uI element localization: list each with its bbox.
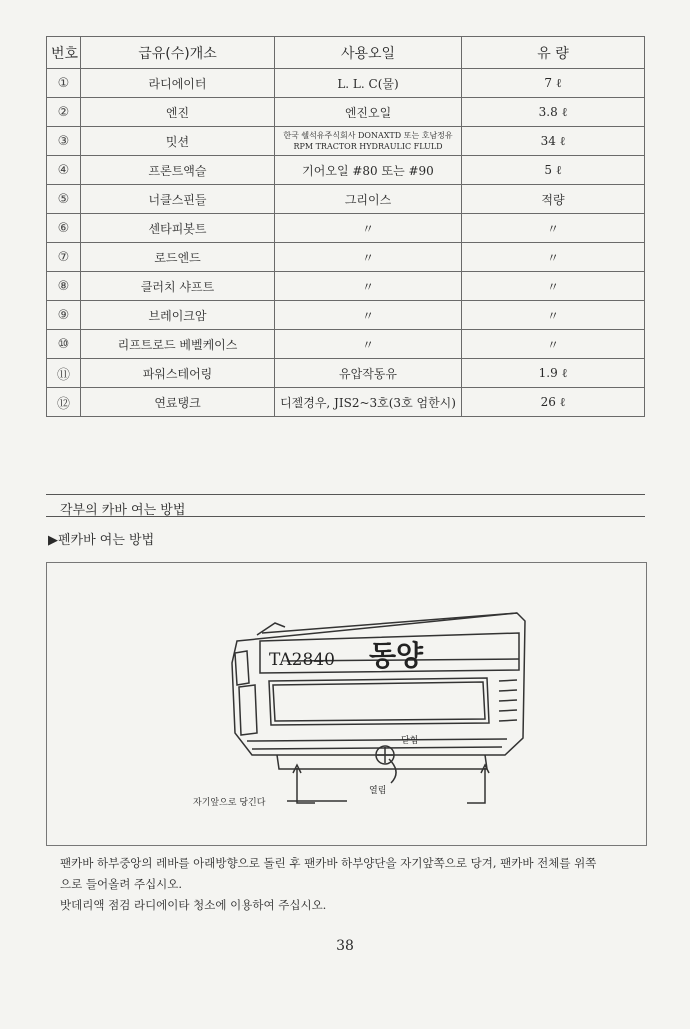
row-number: ⑤ — [47, 185, 81, 214]
row-quantity: 26 ℓ — [462, 388, 645, 417]
row-quantity: 〃 — [462, 243, 645, 272]
row-oil: 〃 — [275, 301, 462, 330]
row-quantity: 적량 — [462, 185, 645, 214]
row-place: 밋션 — [81, 127, 275, 156]
row-oil: 〃 — [275, 214, 462, 243]
row-place: 너클스핀들 — [81, 185, 275, 214]
row-oil: 기어오일 #80 또는 #90 — [275, 156, 462, 185]
table-row — [47, 330, 645, 359]
table-row — [47, 301, 645, 330]
row-quantity: 〃 — [462, 214, 645, 243]
row-place: 브레이크암 — [81, 301, 275, 330]
table-row — [47, 272, 645, 301]
model-label: TA2840 — [269, 650, 335, 670]
row-number: ⑨ — [47, 301, 81, 330]
row-quantity: 〃 — [462, 272, 645, 301]
row-place: 센타피봇트 — [81, 214, 275, 243]
row-number: ⑥ — [47, 214, 81, 243]
divider-bottom — [46, 516, 645, 517]
table-header-row — [47, 37, 645, 69]
table-row — [47, 359, 645, 388]
row-number: ⑦ — [47, 243, 81, 272]
row-oil: L. L. C(물) — [275, 69, 462, 98]
table-row — [47, 214, 645, 243]
row-oil: 〃 — [275, 243, 462, 272]
row-oil: 디젤경우, JIS2~3호(3호 엄한시) — [275, 388, 462, 417]
row-number: ③ — [47, 127, 81, 156]
header-quantity: 유 량 — [462, 37, 645, 69]
header-number: 번호 — [47, 37, 81, 69]
row-number: ① — [47, 69, 81, 98]
lubrication-table — [46, 36, 645, 417]
description-line: 팬카바 하부중앙의 레바를 아래방향으로 돌린 후 팬카바 하부양단을 자기앞쪽으로 당겨, 팬카바 전체를 위쪽 — [60, 856, 597, 870]
row-quantity: 34 ℓ — [462, 127, 645, 156]
description — [60, 853, 650, 916]
row-quantity: 3.8 ℓ — [462, 98, 645, 127]
logo-label: 동양 — [369, 639, 424, 672]
table-row — [47, 185, 645, 214]
row-place: 파워스테어링 — [81, 359, 275, 388]
row-number: ⑩ — [47, 330, 81, 359]
row-quantity: 7 ℓ — [462, 69, 645, 98]
section-title: 각부의 카바 여는 방법 — [60, 503, 186, 518]
description-line: 밧데리액 점검 라디에이타 청소에 이용하여 주십시오. — [60, 898, 327, 912]
table-row — [47, 127, 645, 156]
tractor-hood-illustration — [47, 563, 646, 845]
row-oil: 〃 — [275, 330, 462, 359]
row-quantity: 〃 — [462, 301, 645, 330]
table-row — [47, 69, 645, 98]
row-oil: 〃 — [275, 272, 462, 301]
sub-title: ▶펜카바 여는 방법 — [48, 533, 155, 548]
row-place: 클러치 샤프트 — [81, 272, 275, 301]
row-oil: 그리이스 — [275, 185, 462, 214]
table-row — [47, 243, 645, 272]
row-oil: 한국 쉘석유주식회사 DONAXTD 또는 호남정유 RPM TRACTOR HYDRAULIC FLULD — [275, 127, 462, 156]
description-line: 으로 들어올려 주십시오. — [60, 877, 183, 891]
table-row — [47, 156, 645, 185]
row-place: 연료탱크 — [81, 388, 275, 417]
fan-cover-figure — [46, 562, 647, 846]
row-number: ② — [47, 98, 81, 127]
row-oil: 엔진오일 — [275, 98, 462, 127]
row-place: 리프트로드 베벨케이스 — [81, 330, 275, 359]
row-quantity: 5 ℓ — [462, 156, 645, 185]
table-row — [47, 98, 645, 127]
divider-top — [46, 494, 645, 495]
row-number: ⑧ — [47, 272, 81, 301]
row-number: ⑪ — [47, 359, 81, 388]
row-place: 로드엔드 — [81, 243, 275, 272]
table-row — [47, 388, 645, 417]
row-number: ④ — [47, 156, 81, 185]
pull-label: 자기앞으로 당긴다 — [193, 798, 266, 808]
close-label: 닫힘 — [401, 736, 419, 746]
row-place: 엔진 — [81, 98, 275, 127]
page-number: 38 — [336, 938, 354, 954]
row-quantity: 〃 — [462, 330, 645, 359]
row-number: ⑫ — [47, 388, 81, 417]
open-label: 열림 — [369, 786, 387, 796]
row-quantity: 1.9 ℓ — [462, 359, 645, 388]
header-oil: 사용오일 — [275, 37, 462, 69]
row-place: 라디에이터 — [81, 69, 275, 98]
row-oil: 유압작동유 — [275, 359, 462, 388]
row-place: 프론트액슬 — [81, 156, 275, 185]
header-place: 급유(수)개소 — [81, 37, 275, 69]
